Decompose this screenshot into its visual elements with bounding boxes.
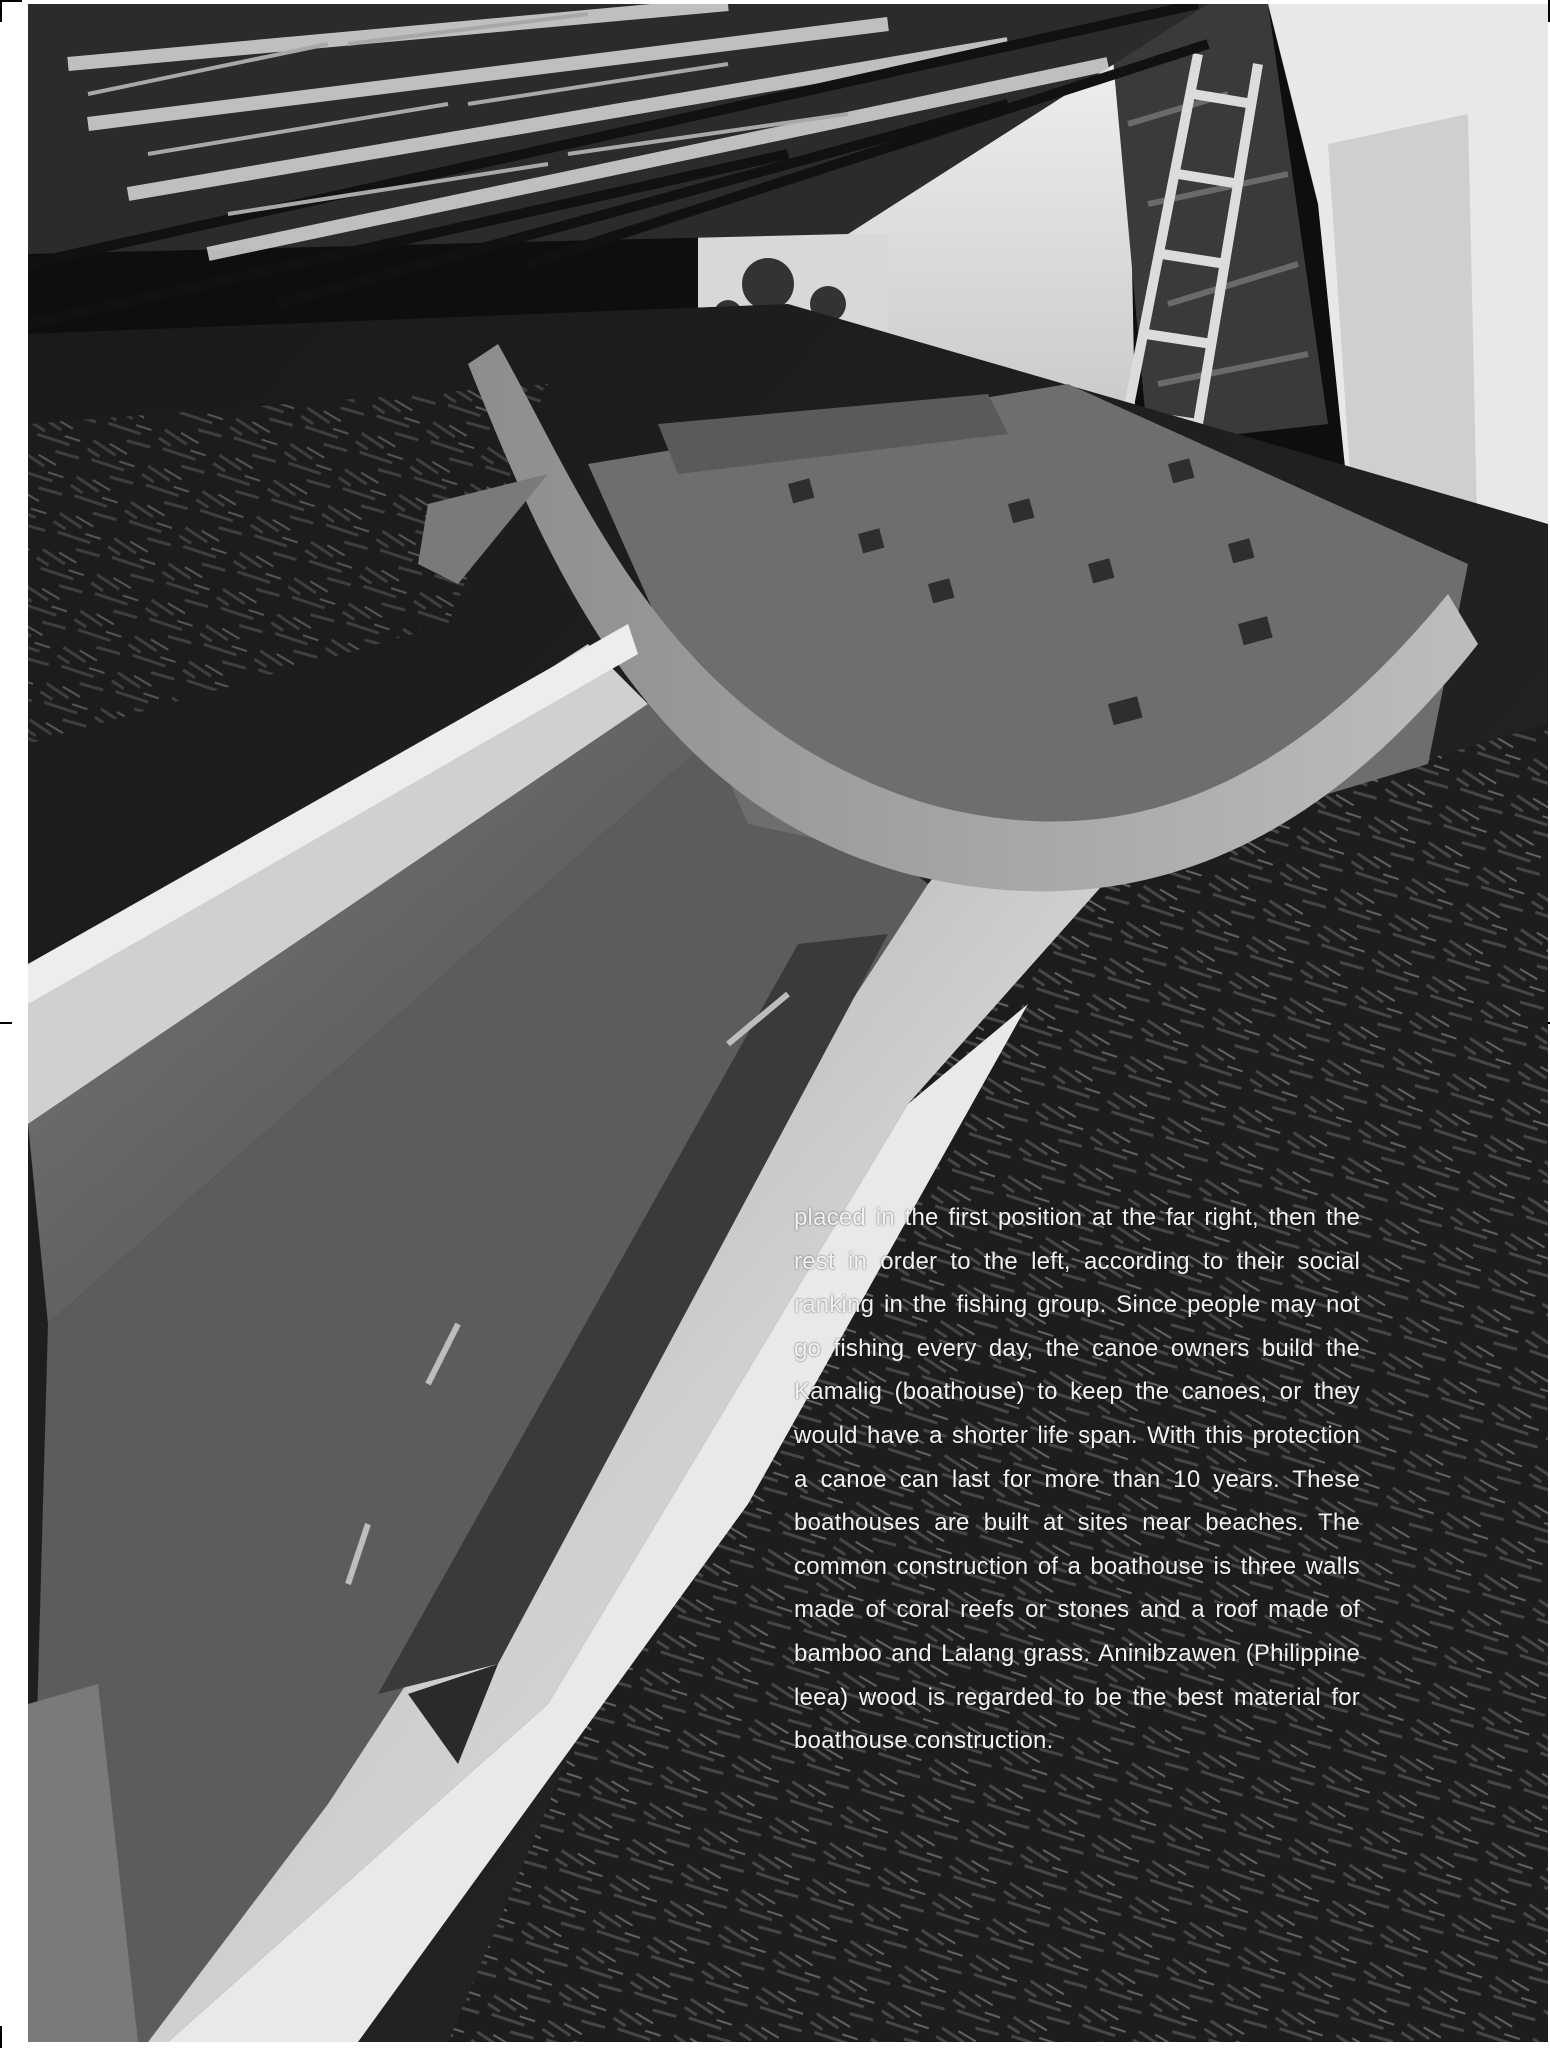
crop-mark-top-left-vertical [0, 0, 2, 22]
crop-mark-top-left-horizontal [0, 0, 22, 2]
caption-paragraph: placed in the first position at the far right, then the rest in order to the left, according to their social ranking in the fishing group. Since people may not go fishing every day, the canoe owners build the Kamalig (boathouse) to keep the canoes, or they would have a shorter life span. With this protection a canoe can last for more than 10 years. These boathouses are built at sites near beaches. The common construction of a boathouse is three walls made of coral reefs or stones and a roof made of bamboo and Lalang grass. Aninibzawen (Philippine leea) wood is regarded to be the best material for boathouse construction. [794, 1204, 1360, 1755]
crop-mark-bottom-left [0, 2026, 2, 2048]
crop-mark-middle-left [0, 1022, 12, 1024]
